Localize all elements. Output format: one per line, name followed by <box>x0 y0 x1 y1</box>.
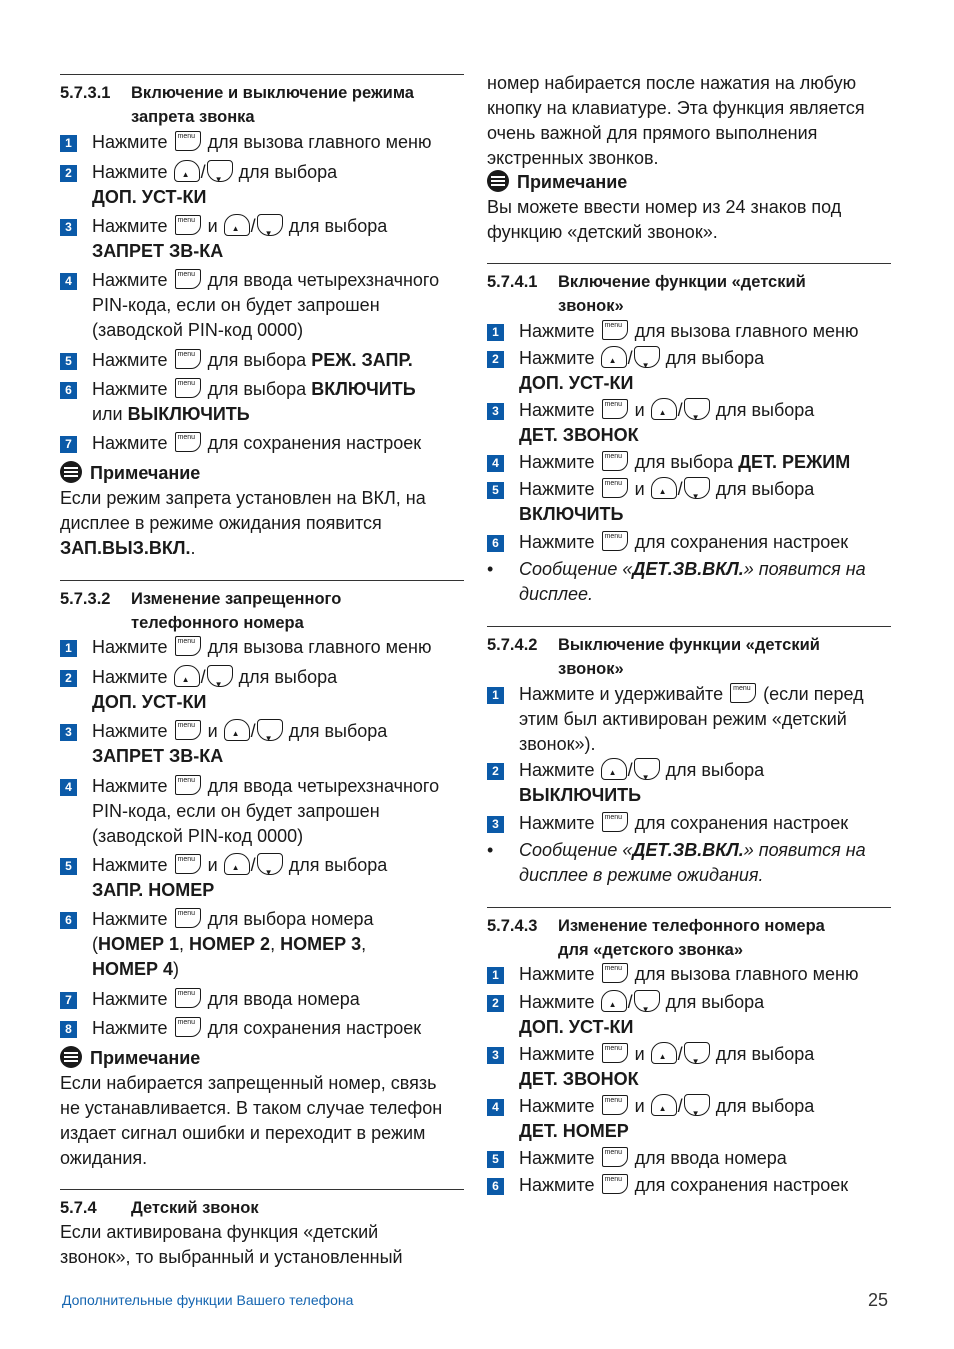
menu-key-icon <box>175 131 201 151</box>
note-icon <box>60 1046 82 1068</box>
menu-option: ДОП. УСТ-КИ <box>92 187 207 207</box>
step-number-badge: 4 <box>60 273 77 290</box>
nav-up-key-icon <box>651 1094 677 1116</box>
nav-up-key-icon <box>174 665 200 687</box>
section-divider <box>487 626 891 627</box>
step-number-badge: 1 <box>487 967 504 984</box>
step-number-badge: 1 <box>487 687 504 704</box>
nav-up-key-icon <box>651 398 677 420</box>
nav-down-key-icon <box>684 398 710 420</box>
step-number-badge: 3 <box>487 816 504 833</box>
menu-key-icon <box>602 451 628 471</box>
section-number: 5.7.4 <box>60 1199 97 1217</box>
step-number-badge: 6 <box>487 1178 504 1195</box>
step-number-badge: 3 <box>487 403 504 420</box>
section-divider <box>487 263 891 264</box>
section-number: 5.7.3.2 <box>60 590 111 608</box>
note-text: Вы можете ввести номер из 24 знаков под функцию «детский звонок». <box>487 197 842 242</box>
step-number-badge: 5 <box>60 353 77 370</box>
section-title-line: Включение и выключение режима <box>131 84 414 102</box>
nav-down-key-icon <box>684 1042 710 1064</box>
section-title-574 <box>60 1196 464 1220</box>
menu-key-icon <box>602 1147 628 1167</box>
menu-key-icon <box>602 1043 628 1063</box>
step-number-badge: 5 <box>487 482 504 499</box>
section-number: 5.7.4.2 <box>487 636 538 654</box>
menu-key-icon <box>175 378 201 398</box>
nav-up-key-icon <box>651 477 677 499</box>
nav-up-key-icon <box>224 719 250 741</box>
menu-key-icon <box>730 683 756 703</box>
nav-down-key-icon <box>207 160 233 182</box>
nav-up-key-icon <box>651 1042 677 1064</box>
section-divider <box>487 907 891 908</box>
nav-down-key-icon <box>257 719 283 741</box>
section-title-line: Изменение телефонного номера <box>558 917 825 935</box>
section-title-5732 <box>60 587 464 635</box>
section-divider <box>60 580 464 581</box>
menu-key-icon <box>175 215 201 235</box>
nav-down-key-icon <box>207 665 233 687</box>
note-icon <box>487 170 509 192</box>
nav-up-key-icon <box>174 160 200 182</box>
note-text: Если режим запрета установлен на ВКЛ, на дисплее в режиме ожидания появится ЗАП.ВЫЗ.ВКЛ.. <box>60 488 426 558</box>
note-heading: Примечание <box>487 170 627 195</box>
menu-key-icon <box>175 988 201 1008</box>
section-title-line: Включение функции «детский <box>558 273 806 291</box>
note-icon <box>60 461 82 483</box>
paragraph: номер набирается после нажатия на любую кнопку на клавиатуре. Эта функция является очень важной для прямого выполнения экстренных звонков. <box>487 73 865 168</box>
section-number: 5.7.4.3 <box>487 917 538 935</box>
step-number-badge: 4 <box>60 779 77 796</box>
footer-section-title: Дополнительные функции Вашего телефона <box>62 1292 354 1308</box>
menu-key-icon <box>602 531 628 551</box>
menu-key-icon <box>175 432 201 452</box>
nav-down-key-icon <box>684 1094 710 1116</box>
menu-key-icon <box>602 1174 628 1194</box>
paragraph: Если активирована функция «детский звонок», то выбранный и установленный <box>60 1222 403 1267</box>
nav-down-key-icon <box>634 990 660 1012</box>
section-title-line: Изменение запрещенного <box>131 590 342 608</box>
step-number-badge: 2 <box>60 670 77 687</box>
section-title-line: телефонного номера <box>131 614 304 632</box>
step-number-badge: 1 <box>60 135 77 152</box>
nav-up-key-icon <box>224 853 250 875</box>
page-number: 25 <box>868 1290 889 1310</box>
step-number-badge: 1 <box>60 640 77 657</box>
section-title-line: запрета звонка <box>131 108 255 126</box>
step-number-badge: 5 <box>487 1151 504 1168</box>
step-number-badge: 3 <box>60 219 77 236</box>
menu-key-icon <box>175 775 201 795</box>
nav-down-key-icon <box>634 346 660 368</box>
menu-key-icon <box>175 269 201 289</box>
section-title-5741 <box>487 270 891 318</box>
section-number: 5.7.3.1 <box>60 84 111 102</box>
menu-key-icon <box>602 963 628 983</box>
nav-up-key-icon <box>601 758 627 780</box>
menu-key-icon <box>175 854 201 874</box>
section-title-line: звонок» <box>558 297 624 315</box>
step-number-badge: 3 <box>487 1047 504 1064</box>
step-number-badge: 4 <box>487 455 504 472</box>
menu-key-icon <box>175 1017 201 1037</box>
section-title-5743 <box>487 914 891 962</box>
section-divider <box>60 74 464 75</box>
menu-key-icon <box>175 349 201 369</box>
note-text: Если набирается запрещенный номер, связь не устанавливается. В таком случае телефон издает сигнал ошибки и переходит в режим ожидания. <box>60 1073 443 1168</box>
step-number-badge: 1 <box>487 324 504 341</box>
menu-key-icon <box>175 636 201 656</box>
nav-down-key-icon <box>257 214 283 236</box>
step-number-badge: 6 <box>60 912 77 929</box>
step-number-badge: 7 <box>60 992 77 1009</box>
menu-key-icon <box>602 399 628 419</box>
note-heading: Примечание <box>60 461 200 486</box>
nav-down-key-icon <box>634 758 660 780</box>
menu-key-icon <box>175 720 201 740</box>
step-number-badge: 8 <box>60 1021 77 1038</box>
nav-up-key-icon <box>601 990 627 1012</box>
section-title-5731 <box>60 81 464 129</box>
step-number-badge: 2 <box>487 763 504 780</box>
nav-up-key-icon <box>224 214 250 236</box>
step-number-badge: 2 <box>487 995 504 1012</box>
step-number-badge: 2 <box>60 165 77 182</box>
menu-key-icon <box>602 1095 628 1115</box>
step-number-badge: 3 <box>60 724 77 741</box>
section-title-5742 <box>487 633 891 681</box>
menu-key-icon <box>602 478 628 498</box>
step-number-badge: 4 <box>487 1099 504 1116</box>
menu-key-icon <box>602 320 628 340</box>
section-divider <box>60 1189 464 1190</box>
section-title-line: Выключение функции «детский <box>558 636 820 654</box>
step-number-badge: 2 <box>487 351 504 368</box>
step-number-badge: 6 <box>60 382 77 399</box>
nav-up-key-icon <box>601 346 627 368</box>
section-number: 5.7.4.1 <box>487 273 538 291</box>
menu-key-icon <box>175 908 201 928</box>
section-title-line: Детский звонок <box>131 1199 259 1217</box>
menu-option: ЗАПРЕТ ЗВ-КА <box>92 241 224 261</box>
section-title-line: звонок» <box>558 660 624 678</box>
nav-down-key-icon <box>257 853 283 875</box>
note-heading: Примечание <box>60 1046 200 1071</box>
step-number-badge: 6 <box>487 535 504 552</box>
step-number-badge: 7 <box>60 436 77 453</box>
nav-down-key-icon <box>684 477 710 499</box>
section-title-line: для «детского звонка» <box>558 941 744 959</box>
menu-key-icon <box>602 812 628 832</box>
step-number-badge: 5 <box>60 858 77 875</box>
